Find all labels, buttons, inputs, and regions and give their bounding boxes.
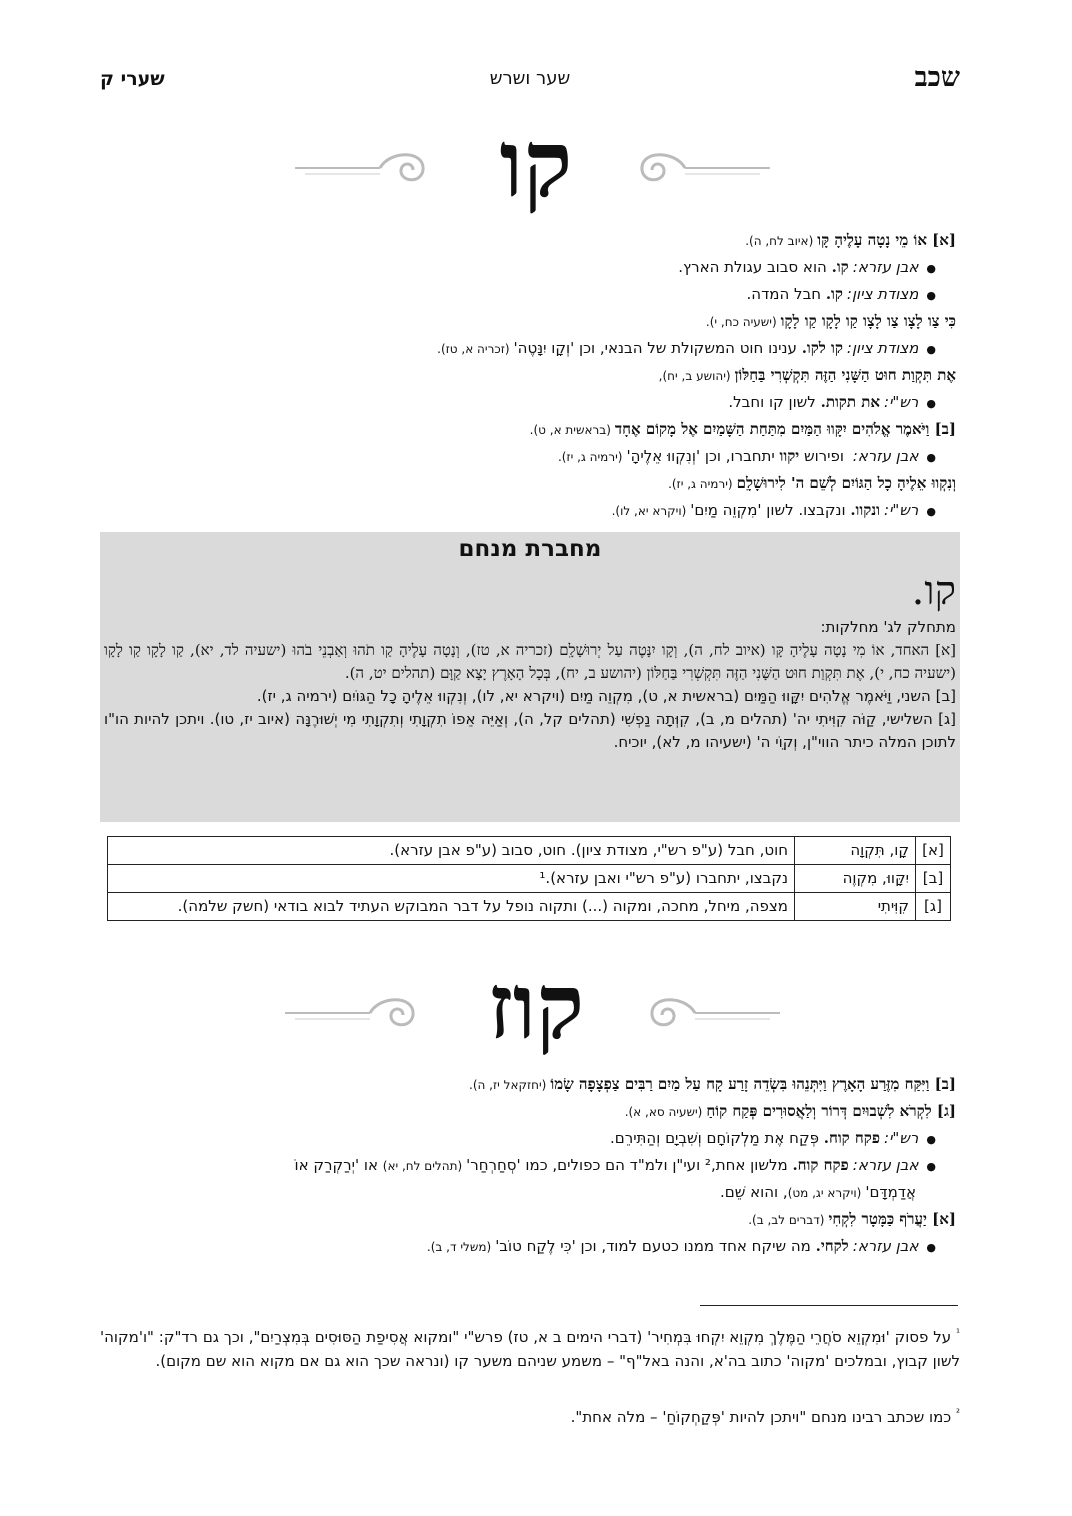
footnote-text: על פסוק 'וּמִקְוֵא סֹחֲרֵי הַמֶּלֶךְ מִקְוֵא יִקְחוּ בִּמְחִיר' (דברי הימים ב א, טז) פרש"י "ומקוא אֲסִיפַת הַסּוּסִים בְּמִצְרַיִם", וכך גם רד"ק: "ו'מקוה' לשון קבוץ, ובמלכים 'מקוה' כתוב בה'א, והנה באל"ף" – משמע שניהם משער קו (ונראה שכך הוא גם אם מקוא הוא שם מקום). — [100, 1328, 960, 1370]
verse-line — [100, 1099, 956, 1126]
bullet-icon: ● — [926, 289, 936, 302]
line-text: חבל המדה. — [746, 285, 826, 303]
table-cell-letter: [א] — [916, 837, 951, 865]
commentary-line — [100, 282, 956, 309]
line-text: הוא סבוב עגולת הארץ. — [678, 258, 832, 276]
commentator-label: רש"י: — [883, 393, 919, 411]
line-text: ונקבצו. לשון 'מִקְוֵה מַיִם' — [690, 501, 851, 519]
page-number: שכב — [914, 62, 960, 93]
running-title: שער ושרש — [489, 68, 571, 89]
source-ref: (ויקרא יא, לו). — [611, 504, 687, 518]
machberet-intro: מתחלק לג' מחלקות: — [820, 618, 956, 636]
bold-text: קו לקו. — [801, 339, 843, 357]
table-cell-letter: [ג] — [916, 893, 951, 921]
bold-text: לקחי. — [815, 1237, 849, 1255]
commentator-label: אבן עזרא: — [852, 447, 919, 465]
table-cell-word: קָו, תִּקְוָה — [795, 837, 916, 865]
machberet-para-3: [ג] השלישי, קַוֹּה קִוִּיתִי יה' (תהלים מ, ב), קִוְּתָה נַפְשִׁי (תהלים קל, ה), וְאַיֵּה אֵפוֹ תִקְוָתִי וְתִקְוָתִי מִי יְשׁוּרֶנָּה (איוב יז, טו). ויתכן להיות הו"ו לתוכן המלה כיתר הווי"ן, וְקוֵֹי ה' (ישעיהו מ, לא), יוכיח. — [104, 710, 956, 751]
bold-text: כִּי צַו לָצָו צַו לָצָו קַו לָקָו קַו לָקָו — [780, 312, 956, 330]
bullet-icon: ● — [926, 343, 936, 356]
commentator-label: רש"י: — [883, 501, 919, 519]
bold-text: [א] יַעֲרֹף כַּמָּטָר לִקְחִי — [828, 1210, 956, 1228]
machberet-box — [100, 532, 960, 822]
source-ref: (תהלים לח, יא) — [382, 1159, 463, 1173]
source-ref: (ויקרא יג, מט) — [787, 1186, 862, 1200]
bullet-icon: ● — [926, 262, 936, 275]
bold-text: [ב] וַיִּקַּח מִזֶּרַע הָאָרֶץ וַיִּתְּנֵהוּ בִּשְׂדֵה זָרַע קָח עַל מַיִם רַבִּים צַפְצָפָה שָׂמוֹ — [550, 1075, 956, 1093]
table-cell-meaning: מצפה, מיחל, מחכה, ומקוה (...) ותקוה נופל על דבר המבוקש העתיד לבוא בודאי (חשק שלמה). — [108, 893, 795, 921]
line-text: יתחברו, וכן 'וְנִקְווּ אֵלֶיהָ' — [626, 447, 780, 465]
commentary-line — [100, 498, 956, 525]
bullet-icon: ● — [926, 1160, 936, 1173]
verse-line — [100, 363, 956, 390]
page-header — [100, 62, 960, 96]
commentary-line — [100, 1153, 956, 1180]
bullet-icon: ● — [926, 505, 936, 518]
bold-text: ונקוו. — [850, 501, 880, 519]
bold-text: [א] אוֹ מֵי נָטָה עָלֶיהָ קָּו — [817, 231, 956, 249]
bullet-icon: ● — [926, 1241, 936, 1254]
footnote-1 — [100, 1322, 960, 1373]
commentary-line — [100, 1126, 956, 1153]
source-ref: (ישעיה סא, א). — [624, 1105, 703, 1119]
source-ref: (משלי ד, ב). — [426, 1240, 492, 1254]
bold-text: [ב] וַיֹּאמֶר אֱלֹהִים יִקָּווּ הַמַּיִם מִתַּחַת הַשָּׁמַיִם אֶל מָקוֹם אֶחָד — [614, 420, 956, 438]
commentary-continuation — [100, 1180, 956, 1207]
commentary-line — [100, 1234, 956, 1261]
table-cell-meaning: חוט, חבל (ע"פ רש"י, מצודת ציון). חוט, סבוב (ע"פ אבן עזרא). — [108, 837, 795, 865]
table-row — [108, 865, 951, 893]
source-ref: (ישעיה כח, י). — [705, 315, 777, 329]
bold-text: את תקות. — [820, 393, 880, 411]
commentator-label: אבן עזרא: — [852, 1156, 919, 1174]
bullet-icon: ● — [926, 397, 936, 410]
commentator-label: מצודת ציון: — [846, 285, 919, 303]
line-text: מה שיקח אחד ממנו כטעם למוד, וכן 'כִּי לֶקַח טוֹב' — [495, 1237, 816, 1255]
table-cell-word: יִקָּווּ, מִקְוֶה — [795, 865, 916, 893]
bullet-icon: ● — [926, 1133, 936, 1146]
verse-line — [100, 309, 956, 336]
line-text: לשון קו וחבל. — [728, 393, 821, 411]
summary-table — [107, 836, 951, 921]
source-ref: (דברים לב, ב). — [748, 1213, 825, 1227]
footnote-number: ¹ — [955, 1328, 960, 1339]
footnote-text: כמו שכתב רבינו מנחם "ויתכן להיות 'פְּקַחְקוֹחַ' – מלה אחת". — [570, 1408, 952, 1426]
table-cell-meaning: נקבצו, יתחברו (ע"פ רש"י ואבן עזרא).¹ — [108, 865, 795, 893]
table-cell-word: קִוִּיתִי — [795, 893, 916, 921]
source-ref: (יהושע ב, יח), — [658, 369, 731, 383]
commentary-line — [100, 336, 956, 363]
verse-line — [100, 1207, 956, 1234]
root-title-2: קוז — [487, 954, 585, 1060]
footnote-divider — [700, 1305, 958, 1306]
source-ref: (איוב לח, ה). — [745, 234, 814, 248]
bold-text: [ג] לִקְרֹא לִשְׁבוּיִם דְּרוֹר וְלַאֲסוּרִים פְּקַח קוֹחַ — [706, 1102, 956, 1120]
verse-line — [100, 471, 956, 498]
commentator-label: אבן עזרא: — [852, 258, 919, 276]
line-text: ופירוש — [799, 447, 849, 465]
section1-lines — [100, 228, 956, 525]
bold-text: וְנִקְווּ אֵלֶיהָ כָל הַגּוֹיִם לְשֵׁם ה' לִירוּשָׁלִָם — [736, 474, 956, 492]
machberet-para-2: [ב] השני, וַיֹּאמֶר אֱלֹהִים יִקָּווּ הַמַּיִם (בראשית א, ט), מִקְוֵה מַיִם (ויקרא יא, לו), וְנִקְווּ אֵלֶיהָ כָל הַגּוֹיִם (ירמיה ג, יז). — [256, 687, 956, 705]
line-text: ענינו חוט המשקולת של הבנאי, וכן 'וְקָו יִנָּטֶה' — [513, 339, 802, 357]
table-row — [108, 893, 951, 921]
line-text: פְּקַח אֶת מַלְקוֹחָם וְשִׁבְיָם וְהַתִּירֵם. — [610, 1129, 824, 1147]
verse-line — [100, 1072, 956, 1099]
machberet-title: מחברת מנחם — [458, 536, 602, 562]
commentary-line — [100, 255, 956, 282]
bold-text: אֶת תִּקְוַת חוּט הַשָּׁנִי הַזֶּה תִּקְשְׁרִי בַּחַלּוֹן — [734, 366, 956, 384]
line-text: , והוא שֵׁם. — [720, 1183, 788, 1201]
book-title: שערי ק — [100, 68, 165, 90]
commentator-label: מצודת ציון: — [846, 339, 919, 357]
source-ref: (זכריה א, טז). — [437, 342, 510, 356]
bold-text: פקח קוח. — [823, 1129, 880, 1147]
commentary-line — [100, 390, 956, 417]
machberet-para-1: [א] האחד, אוֹ מִי נָטָה עָלֶיהָ קָּו (איוב לח, ה), וְקָו יִנָּטֶה עַל יְרוּשָׁלִָם (זכריה א, טז), וְנָטָה עָלֶיהָ קַו תֹהוּ וְאַבְנֵי בֹהוּ (ישעיה לד, יא), קַו לָקָו קַו לָקָו (ישעיה כח, י), אֶת תִּקְוַת חוּט הַשָּׁנִי הַזֶּה תִּקְשְׁרִי בַּחַלּוֹן (יהושע ב, יח), בְּכָל הָאָרֶץ יָצָא קַוָּם (תהלים יט, ה). — [104, 641, 956, 682]
footnote-number: ² — [955, 1408, 960, 1419]
footnote-2 — [100, 1402, 960, 1429]
commentary-line — [100, 444, 956, 471]
bullet-icon: ● — [926, 451, 936, 464]
bold-text: פקח קוח. — [792, 1156, 849, 1174]
line-text: מלשון אחת,² ועי"ן ולמ"ד הם כפולים, כמו 'סְחַרְחַר' — [466, 1156, 793, 1174]
bold-text: יקוו — [779, 447, 800, 465]
source-ref: (ירמיה ג, יז). — [557, 450, 623, 464]
section2-lines — [100, 1072, 956, 1261]
bold-text: קו. — [831, 258, 849, 276]
table-cell-letter: [ב] — [916, 865, 951, 893]
line-text: אֲדַמְדָּם' — [865, 1183, 916, 1201]
commentator-label: רש"י: — [883, 1129, 919, 1147]
verse-line — [100, 417, 956, 444]
bold-text: קו. — [825, 285, 843, 303]
commentator-label: אבן עזרא: — [852, 1237, 919, 1255]
verse-line — [100, 228, 956, 255]
root-title-1: קו — [499, 110, 573, 218]
machberet-root: קו. — [911, 568, 956, 614]
source-ref: (יחזקאל יז, ה). — [469, 1078, 547, 1092]
line-text: או 'יְרַקְרַק אוֹ — [294, 1156, 383, 1174]
source-ref: (ירמיה ג, יז). — [668, 477, 733, 491]
table-row — [108, 837, 951, 865]
source-ref: (בראשית א, ט). — [529, 423, 611, 437]
